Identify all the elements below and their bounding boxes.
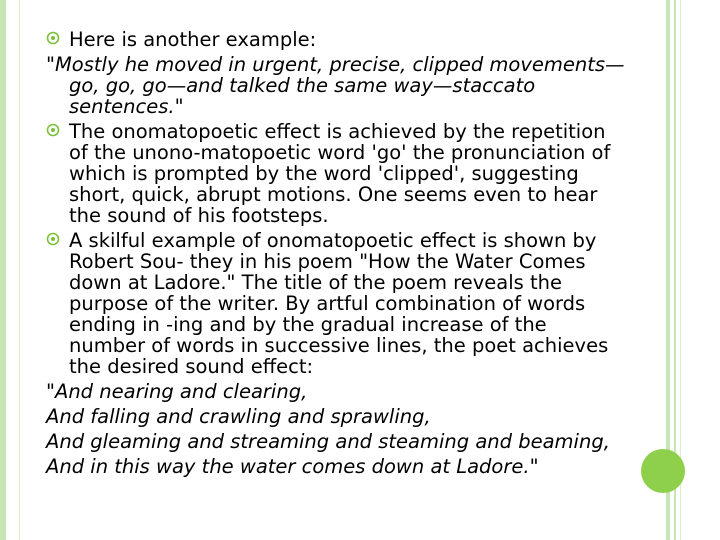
bullet-text: A skilful example of onomatopoetic effect is shown by Robert Sou- they in his poem "How the Water Comes down at Ladore." The title of the poem reveals the purpose of the writer. By artful combination of words ending in -ing and by the gradual increase of the number of words in successive lines, the poet achieves the desired sound effect: [69, 229, 609, 378]
quote-text: And in this way the water comes down at Ladore. [46, 455, 530, 478]
quote-line [46, 431, 626, 452]
quote-line [46, 406, 626, 427]
left-border-decoration [0, 0, 20, 540]
bullet-text: The onomatopoetic effect is achieved by the repetition of the unono-matopoetic word 'go' the pronunciation of which is prompted by the word 'clipped', suggesting short, quick, abrupt motions. One seems even to hear the sound of his footsteps. [69, 120, 611, 227]
quote-open: " [46, 380, 55, 403]
bullet-item [46, 230, 626, 377]
quote-close: " [529, 455, 539, 478]
quote-text: And falling and crawling and sprawling, [46, 405, 431, 428]
slide-content [46, 29, 626, 481]
quote-text: And nearing and clearing, [54, 380, 308, 403]
hollow-arrow-bullet-icon [46, 30, 62, 46]
hollow-arrow-bullet-icon [46, 231, 62, 247]
quote-line [46, 381, 626, 402]
bullet-item [46, 121, 626, 226]
quote-text: Mostly he moved in urgent, precise, clipped movements—go, go, go—and talked the same way—staccato sentences. [54, 53, 625, 118]
quote-open: " [46, 53, 55, 76]
hollow-arrow-bullet-icon [46, 122, 62, 138]
decorative-circle [641, 449, 685, 493]
bullet-item [46, 29, 626, 50]
quote-text: And gleaming and streaming and steaming and beaming, [46, 430, 610, 453]
quote-line [46, 54, 626, 117]
quote-close: " [174, 95, 184, 118]
bullet-text: Here is another example: [69, 28, 317, 51]
quote-line [46, 456, 626, 477]
